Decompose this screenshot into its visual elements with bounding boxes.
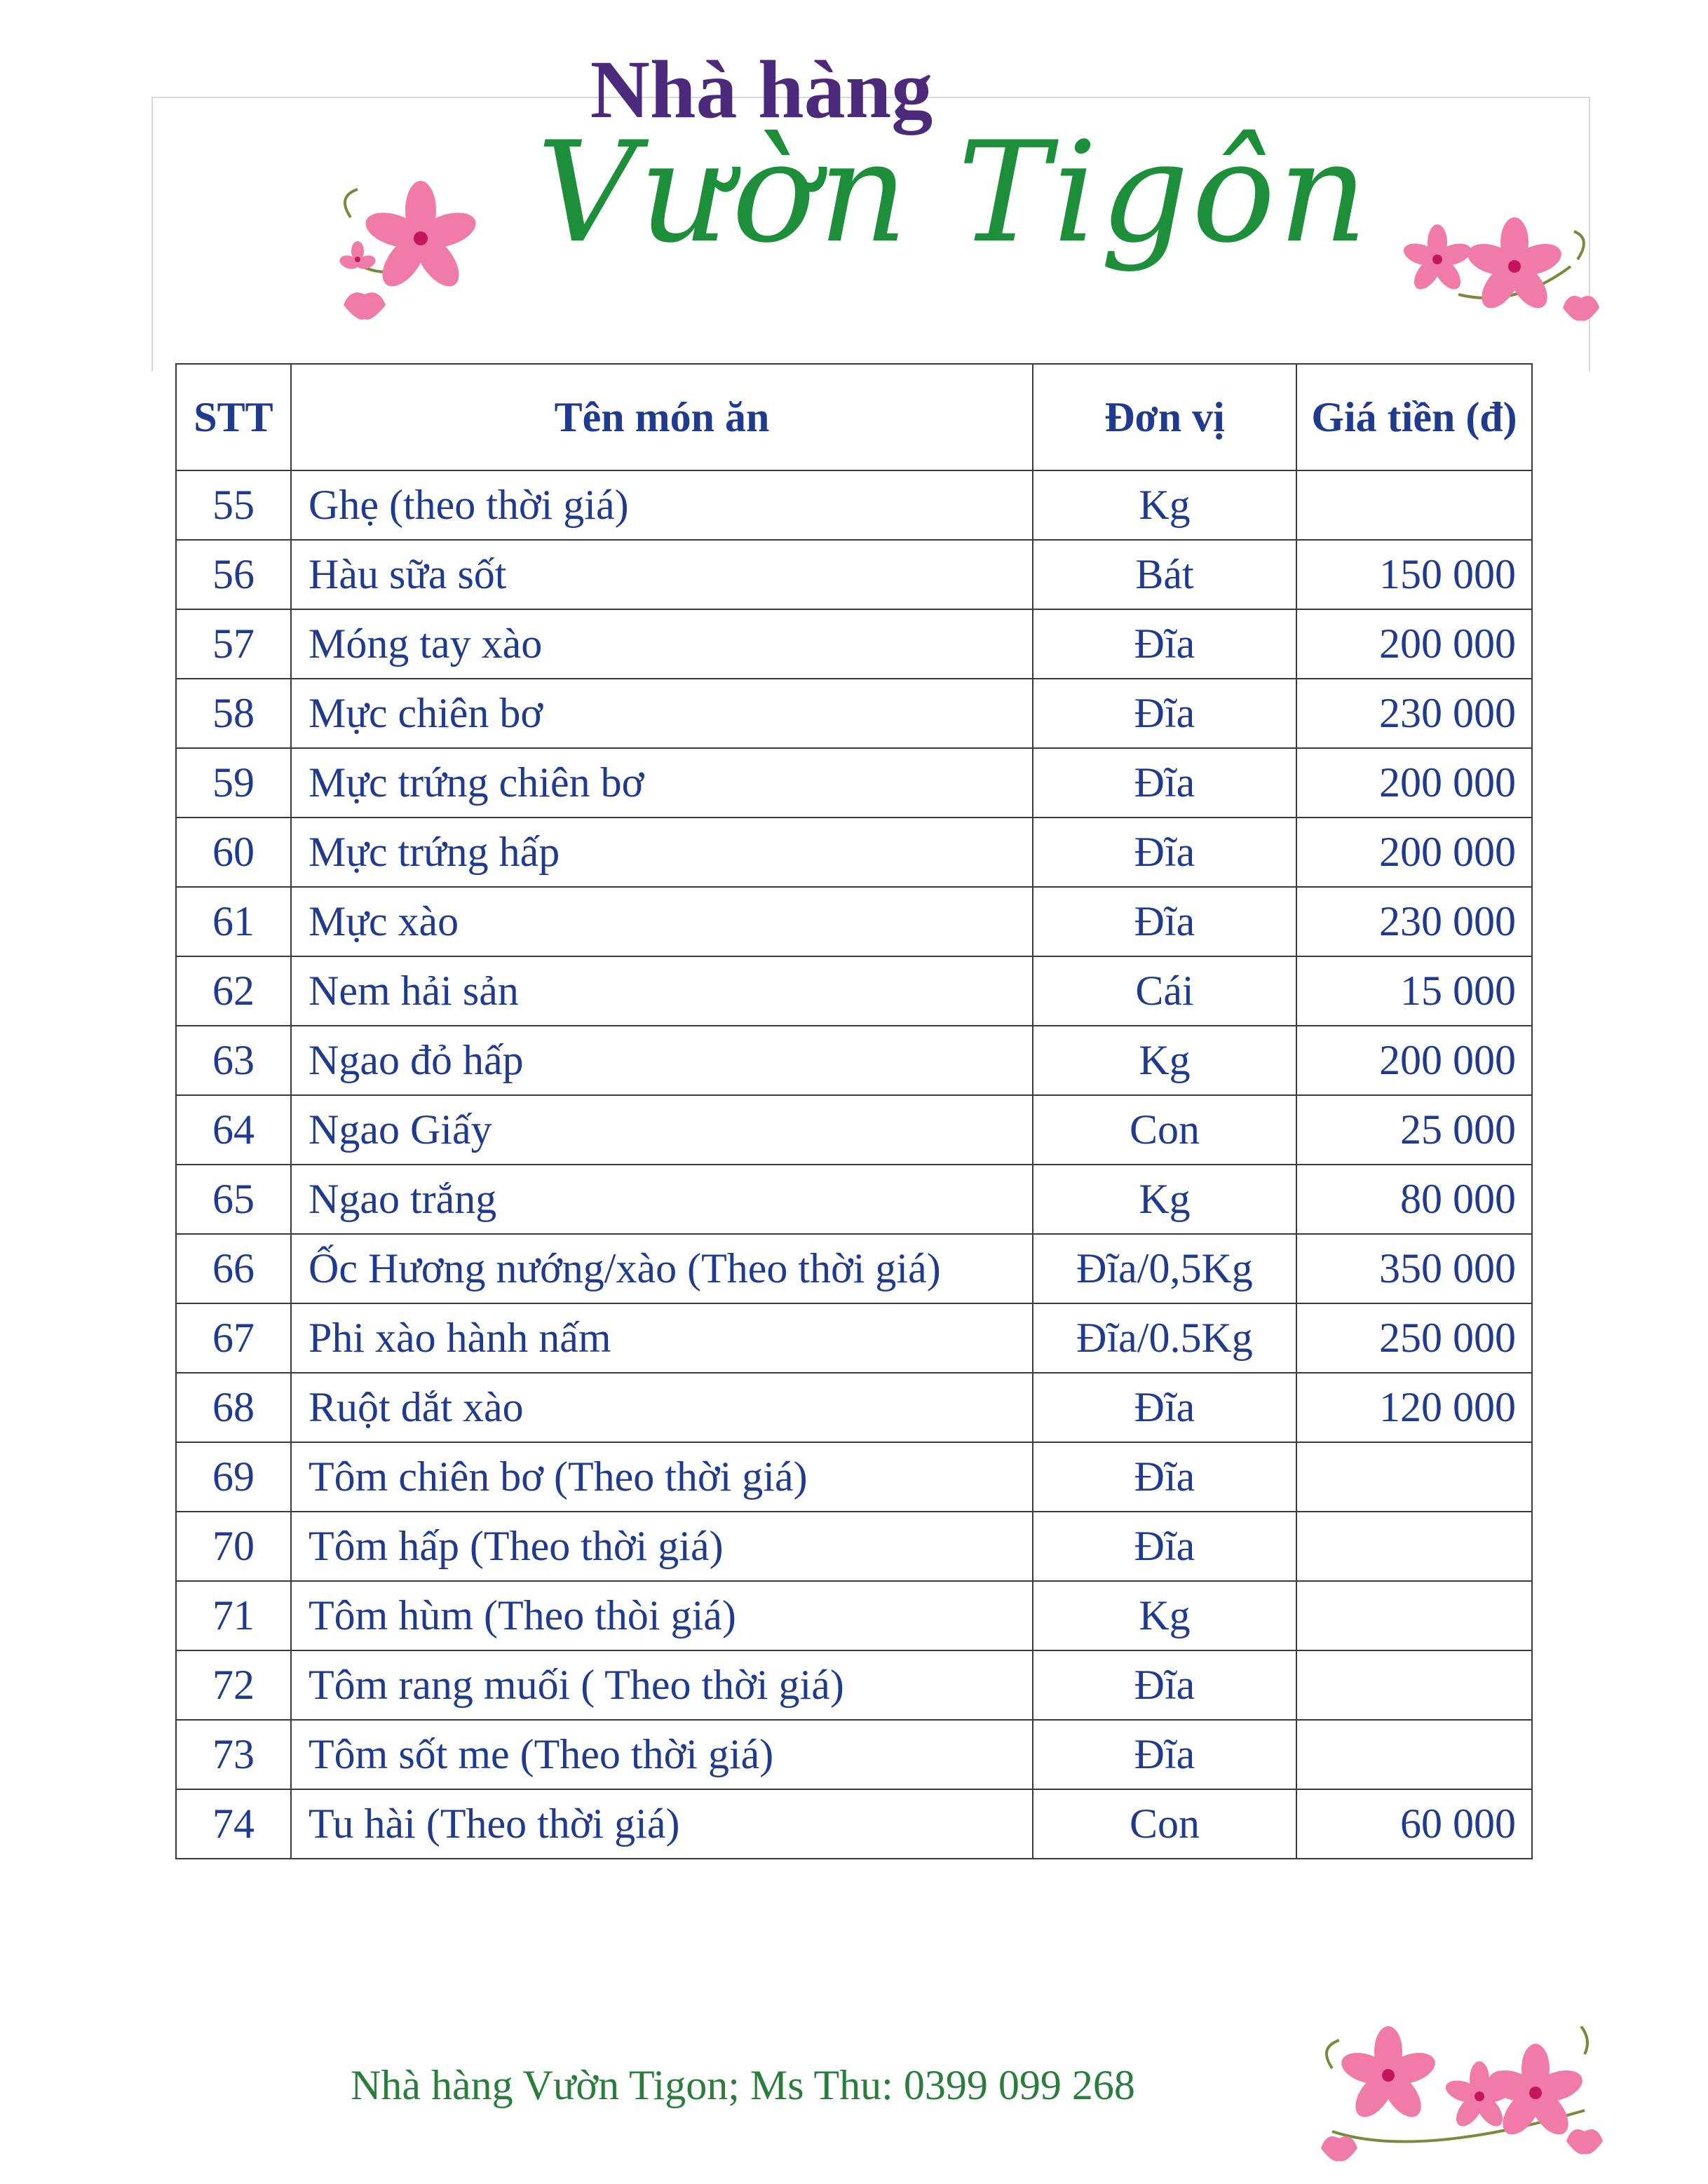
dish-price: 15 000 xyxy=(1296,956,1532,1026)
dish-price: 350 000 xyxy=(1296,1234,1532,1303)
dish-unit: Bát xyxy=(1033,540,1296,609)
row-number: 74 xyxy=(176,1789,291,1859)
table-row xyxy=(176,1789,1532,1859)
dish-name: Mực trứng hấp xyxy=(291,818,1033,887)
row-number: 66 xyxy=(176,1234,291,1303)
table-row xyxy=(176,818,1532,887)
dish-name: Mực xào xyxy=(291,887,1033,956)
pink-flower-icon xyxy=(1402,217,1606,351)
column-header-stt: STT xyxy=(176,364,291,470)
dish-unit: Đĩa xyxy=(1033,887,1296,956)
table-row xyxy=(176,1512,1532,1581)
dish-name: Ruột dắt xào xyxy=(291,1373,1033,1442)
dish-name: Phi xào hành nấm xyxy=(291,1303,1033,1373)
dish-unit: Đĩa xyxy=(1033,748,1296,818)
row-number: 69 xyxy=(176,1442,291,1512)
table-row xyxy=(176,1442,1532,1512)
table-row xyxy=(176,1720,1532,1789)
dish-name: Mực chiên bơ xyxy=(291,679,1033,748)
dish-price xyxy=(1296,1650,1532,1720)
dish-name: Ốc Hương nướng/xào (Theo thời giá) xyxy=(291,1234,1033,1303)
dish-price xyxy=(1296,1720,1532,1789)
table-row xyxy=(176,1165,1532,1234)
dish-price: 60 000 xyxy=(1296,1789,1532,1859)
dish-unit: Đĩa xyxy=(1033,1650,1296,1720)
dish-price: 230 000 xyxy=(1296,679,1532,748)
table-row xyxy=(176,540,1532,609)
row-number: 61 xyxy=(176,887,291,956)
dish-name: Nem hải sản xyxy=(291,956,1033,1026)
dish-unit: Đĩa xyxy=(1033,679,1296,748)
table-row xyxy=(176,470,1532,540)
pink-flower-icon xyxy=(323,175,484,330)
restaurant-name: Vườn Tigôn xyxy=(536,111,1371,273)
table-row xyxy=(176,1234,1532,1303)
dish-name: Tôm chiên bơ (Theo thời giá) xyxy=(291,1442,1033,1512)
column-header-unit: Đơn vị xyxy=(1033,364,1296,470)
dish-name: Tôm hùm (Theo thòi giá) xyxy=(291,1581,1033,1650)
dish-unit: Đĩa xyxy=(1033,1720,1296,1789)
footer-contact: Nhà hàng Vườn Tigon; Ms Thu: 0399 099 268 xyxy=(351,2062,1135,2108)
table-header-row xyxy=(176,364,1532,470)
dish-price: 150 000 xyxy=(1296,540,1532,609)
row-number: 64 xyxy=(176,1095,291,1165)
table-row xyxy=(176,1095,1532,1165)
row-number: 59 xyxy=(176,748,291,818)
row-number: 62 xyxy=(176,956,291,1026)
dish-unit: Cái xyxy=(1033,956,1296,1026)
restaurant-subtitle: Nhà hàng xyxy=(590,43,933,135)
dish-unit: Đĩa xyxy=(1033,1373,1296,1442)
table-row xyxy=(176,956,1532,1026)
table-row xyxy=(176,887,1532,956)
dish-price: 80 000 xyxy=(1296,1165,1532,1234)
dish-price xyxy=(1296,1512,1532,1581)
table-row xyxy=(176,679,1532,748)
row-number: 72 xyxy=(176,1650,291,1720)
dish-name: Ngao Giấy xyxy=(291,1095,1033,1165)
dish-unit: Đĩa xyxy=(1033,609,1296,679)
dish-price xyxy=(1296,1442,1532,1512)
dish-name: Mực trứng chiên bơ xyxy=(291,748,1033,818)
dish-name: Móng tay xào xyxy=(291,609,1033,679)
table-row xyxy=(176,1373,1532,1442)
column-header-price: Giá tiền (đ) xyxy=(1296,364,1532,470)
menu-table xyxy=(175,363,1533,1859)
dish-unit: Kg xyxy=(1033,470,1296,540)
dish-name: Ghẹ (theo thời giá) xyxy=(291,470,1033,540)
table-row xyxy=(176,748,1532,818)
column-header-dish-name: Tên món ăn xyxy=(291,364,1033,470)
table-row xyxy=(176,609,1532,679)
row-number: 65 xyxy=(176,1165,291,1234)
table-row xyxy=(176,1303,1532,1373)
row-number: 73 xyxy=(176,1720,291,1789)
dish-price xyxy=(1296,1581,1532,1650)
dish-name: Hàu sữa sốt xyxy=(291,540,1033,609)
row-number: 57 xyxy=(176,609,291,679)
row-number: 58 xyxy=(176,679,291,748)
row-number: 67 xyxy=(176,1303,291,1373)
dish-price: 25 000 xyxy=(1296,1095,1532,1165)
dish-unit: Đĩa/0,5Kg xyxy=(1033,1234,1296,1303)
dish-name: Ngao trắng xyxy=(291,1165,1033,1234)
dish-price: 200 000 xyxy=(1296,609,1532,679)
dish-price: 230 000 xyxy=(1296,887,1532,956)
dish-unit: Kg xyxy=(1033,1026,1296,1095)
dish-unit: Con xyxy=(1033,1789,1296,1859)
row-number: 63 xyxy=(176,1026,291,1095)
dish-name: Tôm hấp (Theo thời giá) xyxy=(291,1512,1033,1581)
table-row xyxy=(176,1650,1532,1720)
dish-price: 120 000 xyxy=(1296,1373,1532,1442)
row-number: 71 xyxy=(176,1581,291,1650)
row-number: 60 xyxy=(176,818,291,887)
dish-price: 250 000 xyxy=(1296,1303,1532,1373)
dish-name: Tôm sốt me (Theo thời giá) xyxy=(291,1720,1033,1789)
row-number: 68 xyxy=(176,1373,291,1442)
table-row xyxy=(176,1581,1532,1650)
dish-price: 200 000 xyxy=(1296,1026,1532,1095)
dish-unit: Kg xyxy=(1033,1581,1296,1650)
row-number: 55 xyxy=(176,470,291,540)
dish-name: Tôm rang muối ( Theo thời giá) xyxy=(291,1650,1033,1720)
dish-name: Ngao đỏ hấp xyxy=(291,1026,1033,1095)
dish-unit: Đĩa xyxy=(1033,818,1296,887)
row-number: 70 xyxy=(176,1512,291,1581)
row-number: 56 xyxy=(176,540,291,609)
dish-price: 200 000 xyxy=(1296,818,1532,887)
dish-unit: Đĩa xyxy=(1033,1442,1296,1512)
dish-unit: Con xyxy=(1033,1095,1296,1165)
dish-unit: Kg xyxy=(1033,1165,1296,1234)
dish-price xyxy=(1296,470,1532,540)
pink-flower-icon xyxy=(1304,2026,1606,2180)
dish-unit: Đĩa xyxy=(1033,1512,1296,1581)
dish-name: Tu hài (Theo thời giá) xyxy=(291,1789,1033,1859)
dish-unit: Đĩa/0.5Kg xyxy=(1033,1303,1296,1373)
dish-price: 200 000 xyxy=(1296,748,1532,818)
table-row xyxy=(176,1026,1532,1095)
